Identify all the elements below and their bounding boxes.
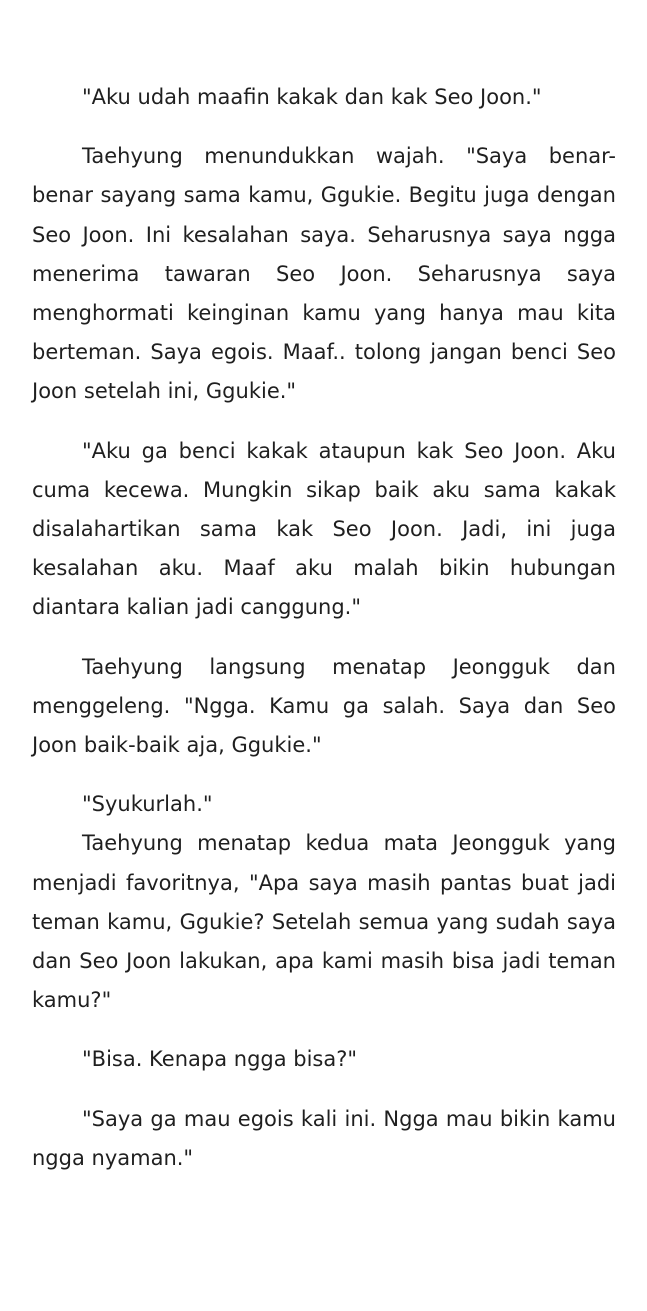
paragraph-5: "Syukurlah." [82, 792, 213, 817]
paragraph-4: Taehyung langsung menatap Jeongguk dan menggeleng. "Ngga. Kamu ga salah. Saya dan Seo Joon baik-baik aja, Ggukie." [32, 654, 616, 758]
paragraph-6: Taehyung menatap kedua mata Jeongguk yang menjadi favoritnya, "Apa saya masih pantas buat jadi teman kamu, Ggukie? Setelah semua yang sudah saya dan Seo Joon lakukan, apa kami masih bisa jadi teman kamu?" [32, 831, 616, 1013]
paragraph-1: "Aku udah maafin kakak dan kak Seo Joon." [82, 85, 542, 109]
paragraph-8: "Saya ga mau egois kali ini. Ngga mau bikin kamu ngga nyaman." [32, 1106, 616, 1170]
paragraph-2: Taehyung menundukkan wajah. "Saya benar-benar sayang sama kamu, Ggukie. Begitu juga dengan Seo Joon. Ini kesalahan saya. Seharusnya saya ngga menerima tawaran Seo Joon. Seharusnya saya menghormati keinginan kamu yang hanya mau kita berteman. Saya egois. Maaf.. tolong jangan benci Seo Joon setelah ini, Ggukie." [32, 144, 616, 404]
story-page [32, 78, 616, 1198]
paragraph-7: "Bisa. Kenapa ngga bisa?" [82, 1047, 358, 1072]
paragraph-3: "Aku ga benci kakak ataupun kak Seo Joon. Aku cuma kecewa. Mungkin sikap baik aku sama kakak disalahartikan sama kak Seo Joon. Jadi, ini juga kesalahan aku. Maaf aku malah bikin hubungan diantara kalian jadi canggung." [32, 438, 616, 620]
